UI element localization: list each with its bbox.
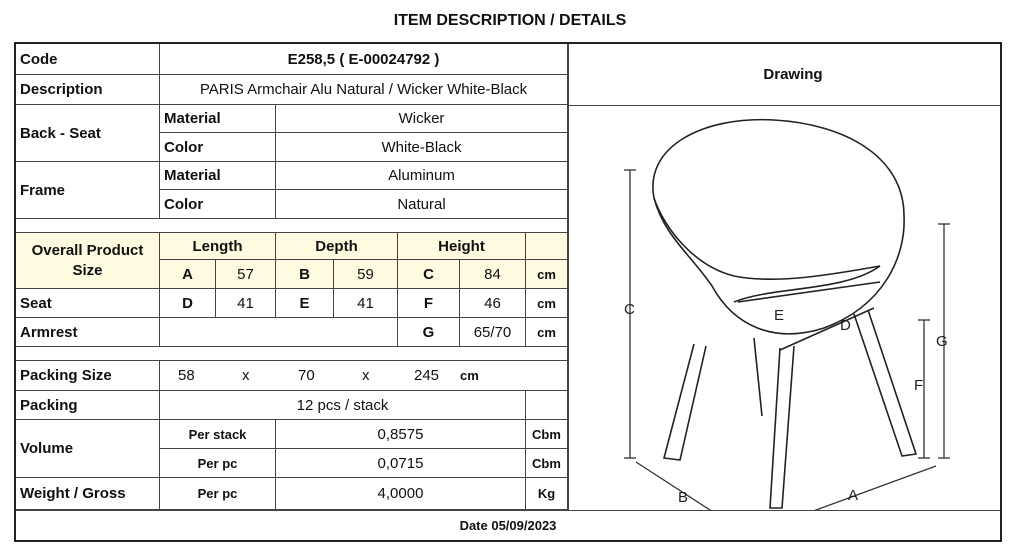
- overall-unit: cm: [526, 260, 568, 289]
- packing-label: Packing: [16, 391, 160, 420]
- chair-leg-front-left: [664, 344, 706, 460]
- packing-size-label: Packing Size: [16, 361, 160, 391]
- dim-g-value: 65/70: [460, 318, 526, 347]
- dim-e-line: [738, 282, 880, 302]
- dim-a-label: A: [848, 487, 859, 504]
- spacer-row: [16, 219, 568, 233]
- chair-leg-back-right: [854, 310, 916, 456]
- armrest-unit: cm: [526, 318, 568, 347]
- code-value: E258,5 ( E-00024792 ): [160, 44, 568, 75]
- dim-b-letter: B: [276, 260, 334, 289]
- dim-c-value: 84: [460, 260, 526, 289]
- weight-value: 4,0000: [276, 478, 526, 510]
- unit-header-blank: [526, 233, 568, 260]
- frame-color-label: Color: [160, 190, 276, 219]
- armrest-label: Armrest: [16, 318, 160, 347]
- volume-per-pc-unit: Cbm: [526, 449, 568, 478]
- dim-e-letter: E: [276, 289, 334, 318]
- chair-shell-outline: [653, 120, 904, 334]
- weight-unit: Kg: [526, 478, 568, 510]
- chair-leg-front-right: [770, 346, 794, 508]
- chair-leg-back-left: [754, 338, 762, 416]
- packing-value: 12 pcs / stack: [160, 391, 526, 420]
- dim-a-value: 57: [216, 260, 276, 289]
- drawing-left-border: [568, 44, 569, 510]
- volume-label: Volume: [16, 420, 160, 478]
- volume-per-pc-label: Per pc: [160, 449, 276, 478]
- packing-size-x1: x: [242, 367, 250, 384]
- dim-g-letter: G: [398, 318, 460, 347]
- frame-material-label: Material: [160, 162, 276, 190]
- height-header: Height: [398, 233, 526, 260]
- dim-f-label: F: [914, 377, 924, 394]
- packing-size-height: 245: [414, 367, 440, 384]
- frame-material: Aluminum: [276, 162, 568, 190]
- packing-size-row: [160, 361, 568, 391]
- overall-size-label: Overall Product Size: [16, 233, 160, 289]
- chair-shell-rim: [654, 198, 880, 279]
- armrest-blank: [160, 318, 398, 347]
- packing-size-width: 70: [298, 367, 315, 384]
- back-seat-material-label: Material: [160, 105, 276, 133]
- back-seat-color: White-Black: [276, 133, 568, 162]
- volume-per-pc: 0,0715: [276, 449, 526, 478]
- dim-d-letter: D: [160, 289, 216, 318]
- chair-drawing: [584, 106, 1002, 510]
- dim-e-value: 41: [334, 289, 398, 318]
- page-title: ITEM DESCRIPTION / DETAILS: [393, 12, 627, 29]
- weight-label: Weight / Gross: [16, 478, 160, 510]
- spec-sheet: [14, 42, 1002, 542]
- seat-label: Seat: [16, 289, 160, 318]
- volume-per-stack-label: Per stack: [160, 420, 276, 449]
- back-seat-color-label: Color: [160, 133, 276, 162]
- code-label: Code: [16, 44, 160, 75]
- packing-size-unit: cm: [460, 368, 479, 383]
- drawing-title: Drawing: [763, 66, 823, 83]
- dim-d-label: D: [840, 317, 851, 334]
- spacer-row-2: [16, 347, 568, 361]
- dim-b-arrow: [636, 462, 750, 510]
- dim-g-label: G: [936, 333, 948, 350]
- volume-per-stack-unit: Cbm: [526, 420, 568, 449]
- depth-header: Depth: [276, 233, 398, 260]
- seat-unit: cm: [526, 289, 568, 318]
- description-value: PARIS Armchair Alu Natural / Wicker White-Black: [160, 75, 568, 105]
- packing-size-length: 58: [178, 367, 195, 384]
- packing-unit-blank: [526, 391, 568, 420]
- back-seat-label: Back - Seat: [16, 105, 160, 162]
- back-seat-material: Wicker: [276, 105, 568, 133]
- chair-seat-outline: [734, 266, 880, 302]
- dim-e-label: E: [774, 307, 785, 324]
- dim-a-letter: A: [160, 260, 216, 289]
- volume-per-stack: 0,8575: [276, 420, 526, 449]
- packing-size-x2: x: [362, 367, 370, 384]
- document-date: Date 05/09/2023: [459, 517, 557, 533]
- dim-c-label: C: [624, 301, 635, 318]
- dim-f-letter: F: [398, 289, 460, 318]
- frame-color: Natural: [276, 190, 568, 219]
- frame-label: Frame: [16, 162, 160, 219]
- dim-d-value: 41: [216, 289, 276, 318]
- dim-b-value: 59: [334, 260, 398, 289]
- length-header: Length: [160, 233, 276, 260]
- weight-per-pc-label: Per pc: [160, 478, 276, 510]
- dim-f-value: 46: [460, 289, 526, 318]
- description-label: Description: [16, 75, 160, 105]
- dim-b-label: B: [678, 489, 689, 506]
- dim-c-letter: C: [398, 260, 460, 289]
